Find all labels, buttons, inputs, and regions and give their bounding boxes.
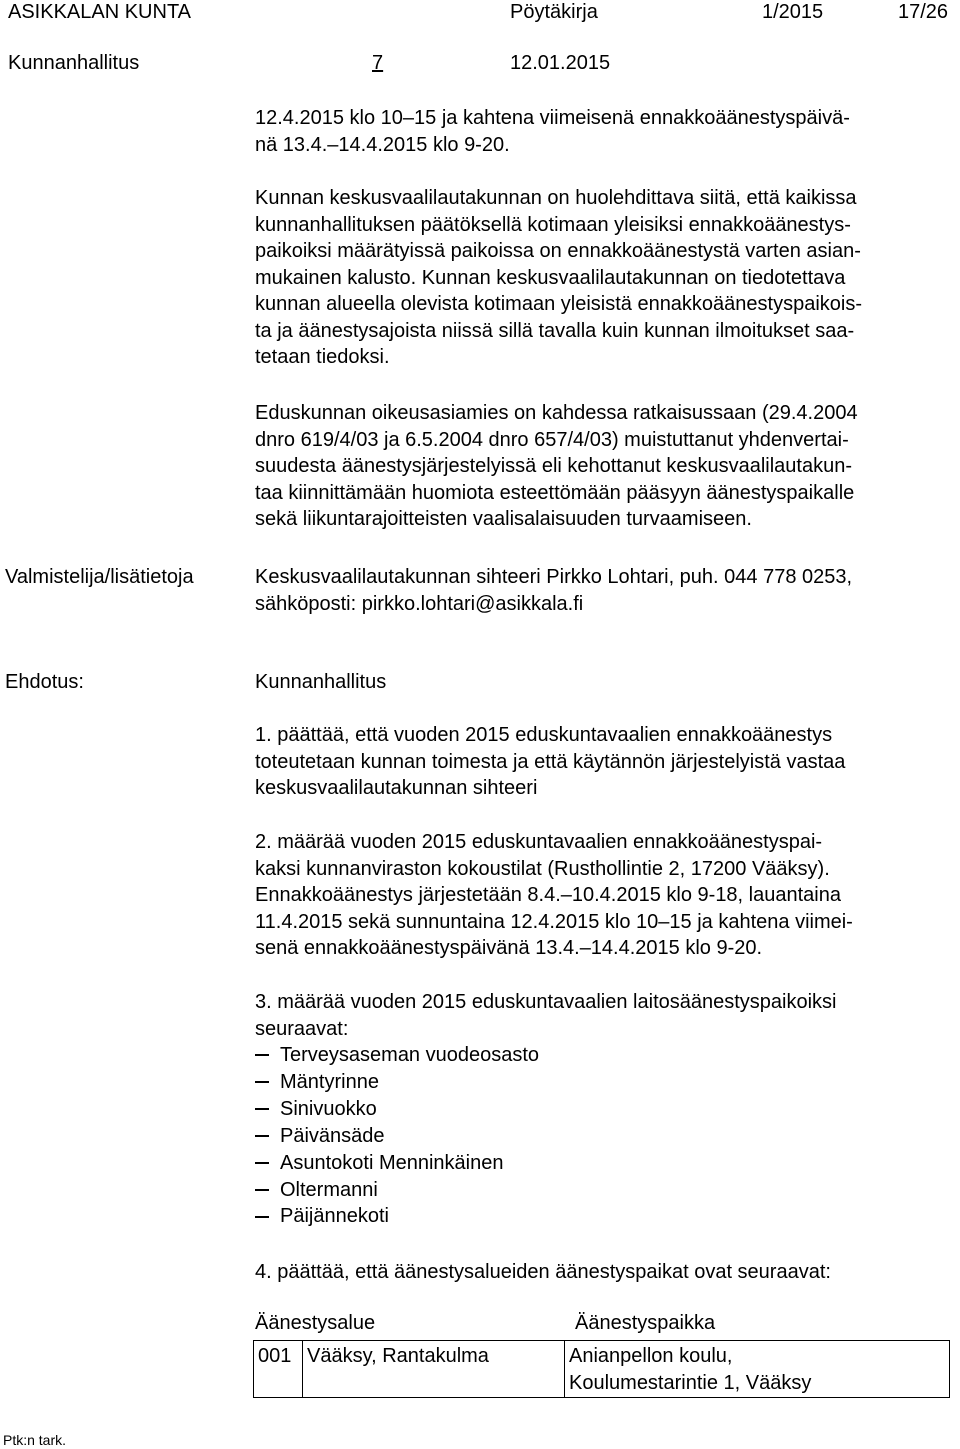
text-line: 11.4.2015 sekä sunnuntaina 12.4.2015 klo 10–15 ja kahtena viimei-: [255, 910, 853, 933]
text-line: seuraavat:: [255, 1017, 349, 1040]
text-line: dnro 619/4/03 ja 6.5.2004 dnro 657/4/03) muistuttanut yhdenvertai-: [255, 428, 849, 451]
text-line: kunnanhallituksen päätöksellä kotimaan yleisiksi ennakkoäänestys-: [255, 213, 851, 236]
proposal-item-3: [255, 989, 955, 1042]
list-item: [255, 1123, 539, 1150]
list-item: [255, 1150, 539, 1177]
text-line: ta ja äänestysajoista niissä sillä tavalla kuin kunnan ilmoitukset saa-: [255, 319, 855, 342]
proposal-label: Ehdotus:: [5, 671, 84, 693]
section-number: 7: [372, 52, 384, 74]
minutes-checked-label: Ptk:n tark.: [3, 1432, 67, 1448]
dash-bullet: [255, 1189, 269, 1191]
list-item-label: Mäntyrinne: [280, 1070, 379, 1093]
meeting-date: 12.01.2015: [510, 52, 611, 74]
doc-type: Pöytäkirja: [510, 1, 598, 23]
table-cell-code: 001: [254, 1341, 303, 1398]
list-item-label: Terveysaseman vuodeosasto: [280, 1044, 540, 1066]
intro-paragraph: [255, 105, 955, 158]
table-cell-place: [565, 1341, 950, 1398]
text-line: 12.4.2015 klo 10–15 ja kahtena viimeisenä ennakkoäänestyspäivä-: [255, 107, 850, 129]
dash-bullet: [255, 1162, 269, 1164]
preparer-email: sähköposti: pirkko.lohtari@asikkala.fi: [255, 592, 584, 615]
list-item: [255, 1177, 539, 1204]
body-name: Kunnanhallitus: [8, 52, 140, 74]
proposal-item-1: [255, 722, 955, 802]
text-line: suudesta äänestysjärjestelyissä eli kehottanut keskusvaalilautakun-: [255, 455, 853, 477]
list-item-label: Sinivuokko: [280, 1097, 377, 1120]
text-line: taa kiinnittämään huomiota esteettömään pääsyyn äänestyspaikalle: [255, 481, 855, 504]
text-line: Kunnan keskusvaalilautakunnan on huolehdittava siitä, että kaikissa: [255, 187, 857, 209]
text-line: toteutetaan kunnan toimesta ja että käytännön järjestelyistä vastaa: [255, 750, 846, 773]
text-line: 1. päättää, että vuoden 2015 eduskuntavaalien ennakkoäänestys: [255, 724, 833, 746]
polling-places-list: [255, 1042, 539, 1230]
text-line: sekä liikuntarajoitteisten vaalisalaisuuden turvaamiseen.: [255, 508, 752, 530]
text-line: mukainen kalusto. Kunnan keskusvaalilautakunnan on tiedotettava: [255, 266, 846, 289]
org-name: ASIKKALAN KUNTA: [8, 1, 192, 23]
table-cell-area: Vääksy, Rantakulma: [303, 1341, 565, 1398]
list-item: [255, 1069, 539, 1096]
dash-bullet: [255, 1135, 269, 1137]
preparer-info: [255, 564, 955, 617]
text-line: senä ennakkoäänestyspäivänä 13.4.–14.4.2015 klo 9-20.: [255, 937, 763, 959]
text-line: 2. määrää vuoden 2015 eduskuntavaalien ennakkoäänestyspai-: [255, 831, 823, 853]
place-address: Koulumestarintie 1, Vääksy: [569, 1372, 812, 1394]
text-line: 3. määrää vuoden 2015 eduskuntavaalien laitosäänestyspaikoiksi: [255, 991, 837, 1013]
text-line: kaksi kunnanviraston kokoustilat (Rusthollintie 2, 17200 Vääksy).: [255, 857, 830, 880]
dash-bullet: [255, 1054, 269, 1056]
proposal-item-2: [255, 829, 955, 962]
voting-areas-table: [253, 1340, 950, 1398]
dash-bullet: [255, 1081, 269, 1083]
paragraph-ombudsman: [255, 400, 955, 533]
dash-bullet: [255, 1108, 269, 1110]
list-item-label: Asuntokoti Menninkäinen: [280, 1151, 504, 1174]
dash-bullet: [255, 1216, 269, 1218]
list-item: [255, 1203, 539, 1230]
paragraph-equipment: [255, 185, 955, 371]
proposal-item-4: 4. päättää, että äänestysalueiden äänestyspaikat ovat seuraavat:: [255, 1261, 831, 1283]
text-line: keskusvaalilautakunnan sihteeri: [255, 777, 538, 799]
text-line: kunnan alueella olevista kotimaan yleisistä ennakkoäänestyspaikois-: [255, 293, 863, 315]
table-row: [254, 1341, 950, 1398]
column-header-place: Äänestyspaikka: [575, 1312, 716, 1334]
list-item-label: Oltermanni: [280, 1178, 378, 1201]
place-name: Anianpellon koulu,: [569, 1345, 733, 1367]
list-item: [255, 1042, 539, 1069]
text-line: Ennakkoäänestys järjestetään 8.4.–10.4.2015 klo 9-18, lauantaina: [255, 884, 841, 906]
list-item-label: Päivänsäde: [280, 1124, 385, 1147]
page-number: 17/26: [898, 1, 949, 23]
proposal-body: Kunnanhallitus: [255, 671, 387, 693]
list-item-label: Päijännekoti: [280, 1205, 389, 1228]
text-line: tetaan tiedoksi.: [255, 346, 390, 368]
list-item: [255, 1096, 539, 1123]
text-line: Eduskunnan oikeusasiamies on kahdessa ratkaisussaan (29.4.2004: [255, 402, 858, 424]
preparer-label: Valmistelija/lisätietoja: [5, 566, 194, 588]
doc-number: 1/2015: [762, 1, 824, 23]
text-line: nä 13.4.–14.4.2015 klo 9-20.: [255, 133, 510, 156]
preparer-contact: Keskusvaalilautakunnan sihteeri Pirkko Lohtari, puh. 044 778 0253,: [255, 566, 853, 588]
column-header-area: Äänestysalue: [255, 1312, 376, 1334]
text-line: paikoiksi määrätyissä paikoissa on ennakkoäänestystä varten asian-: [255, 240, 861, 262]
